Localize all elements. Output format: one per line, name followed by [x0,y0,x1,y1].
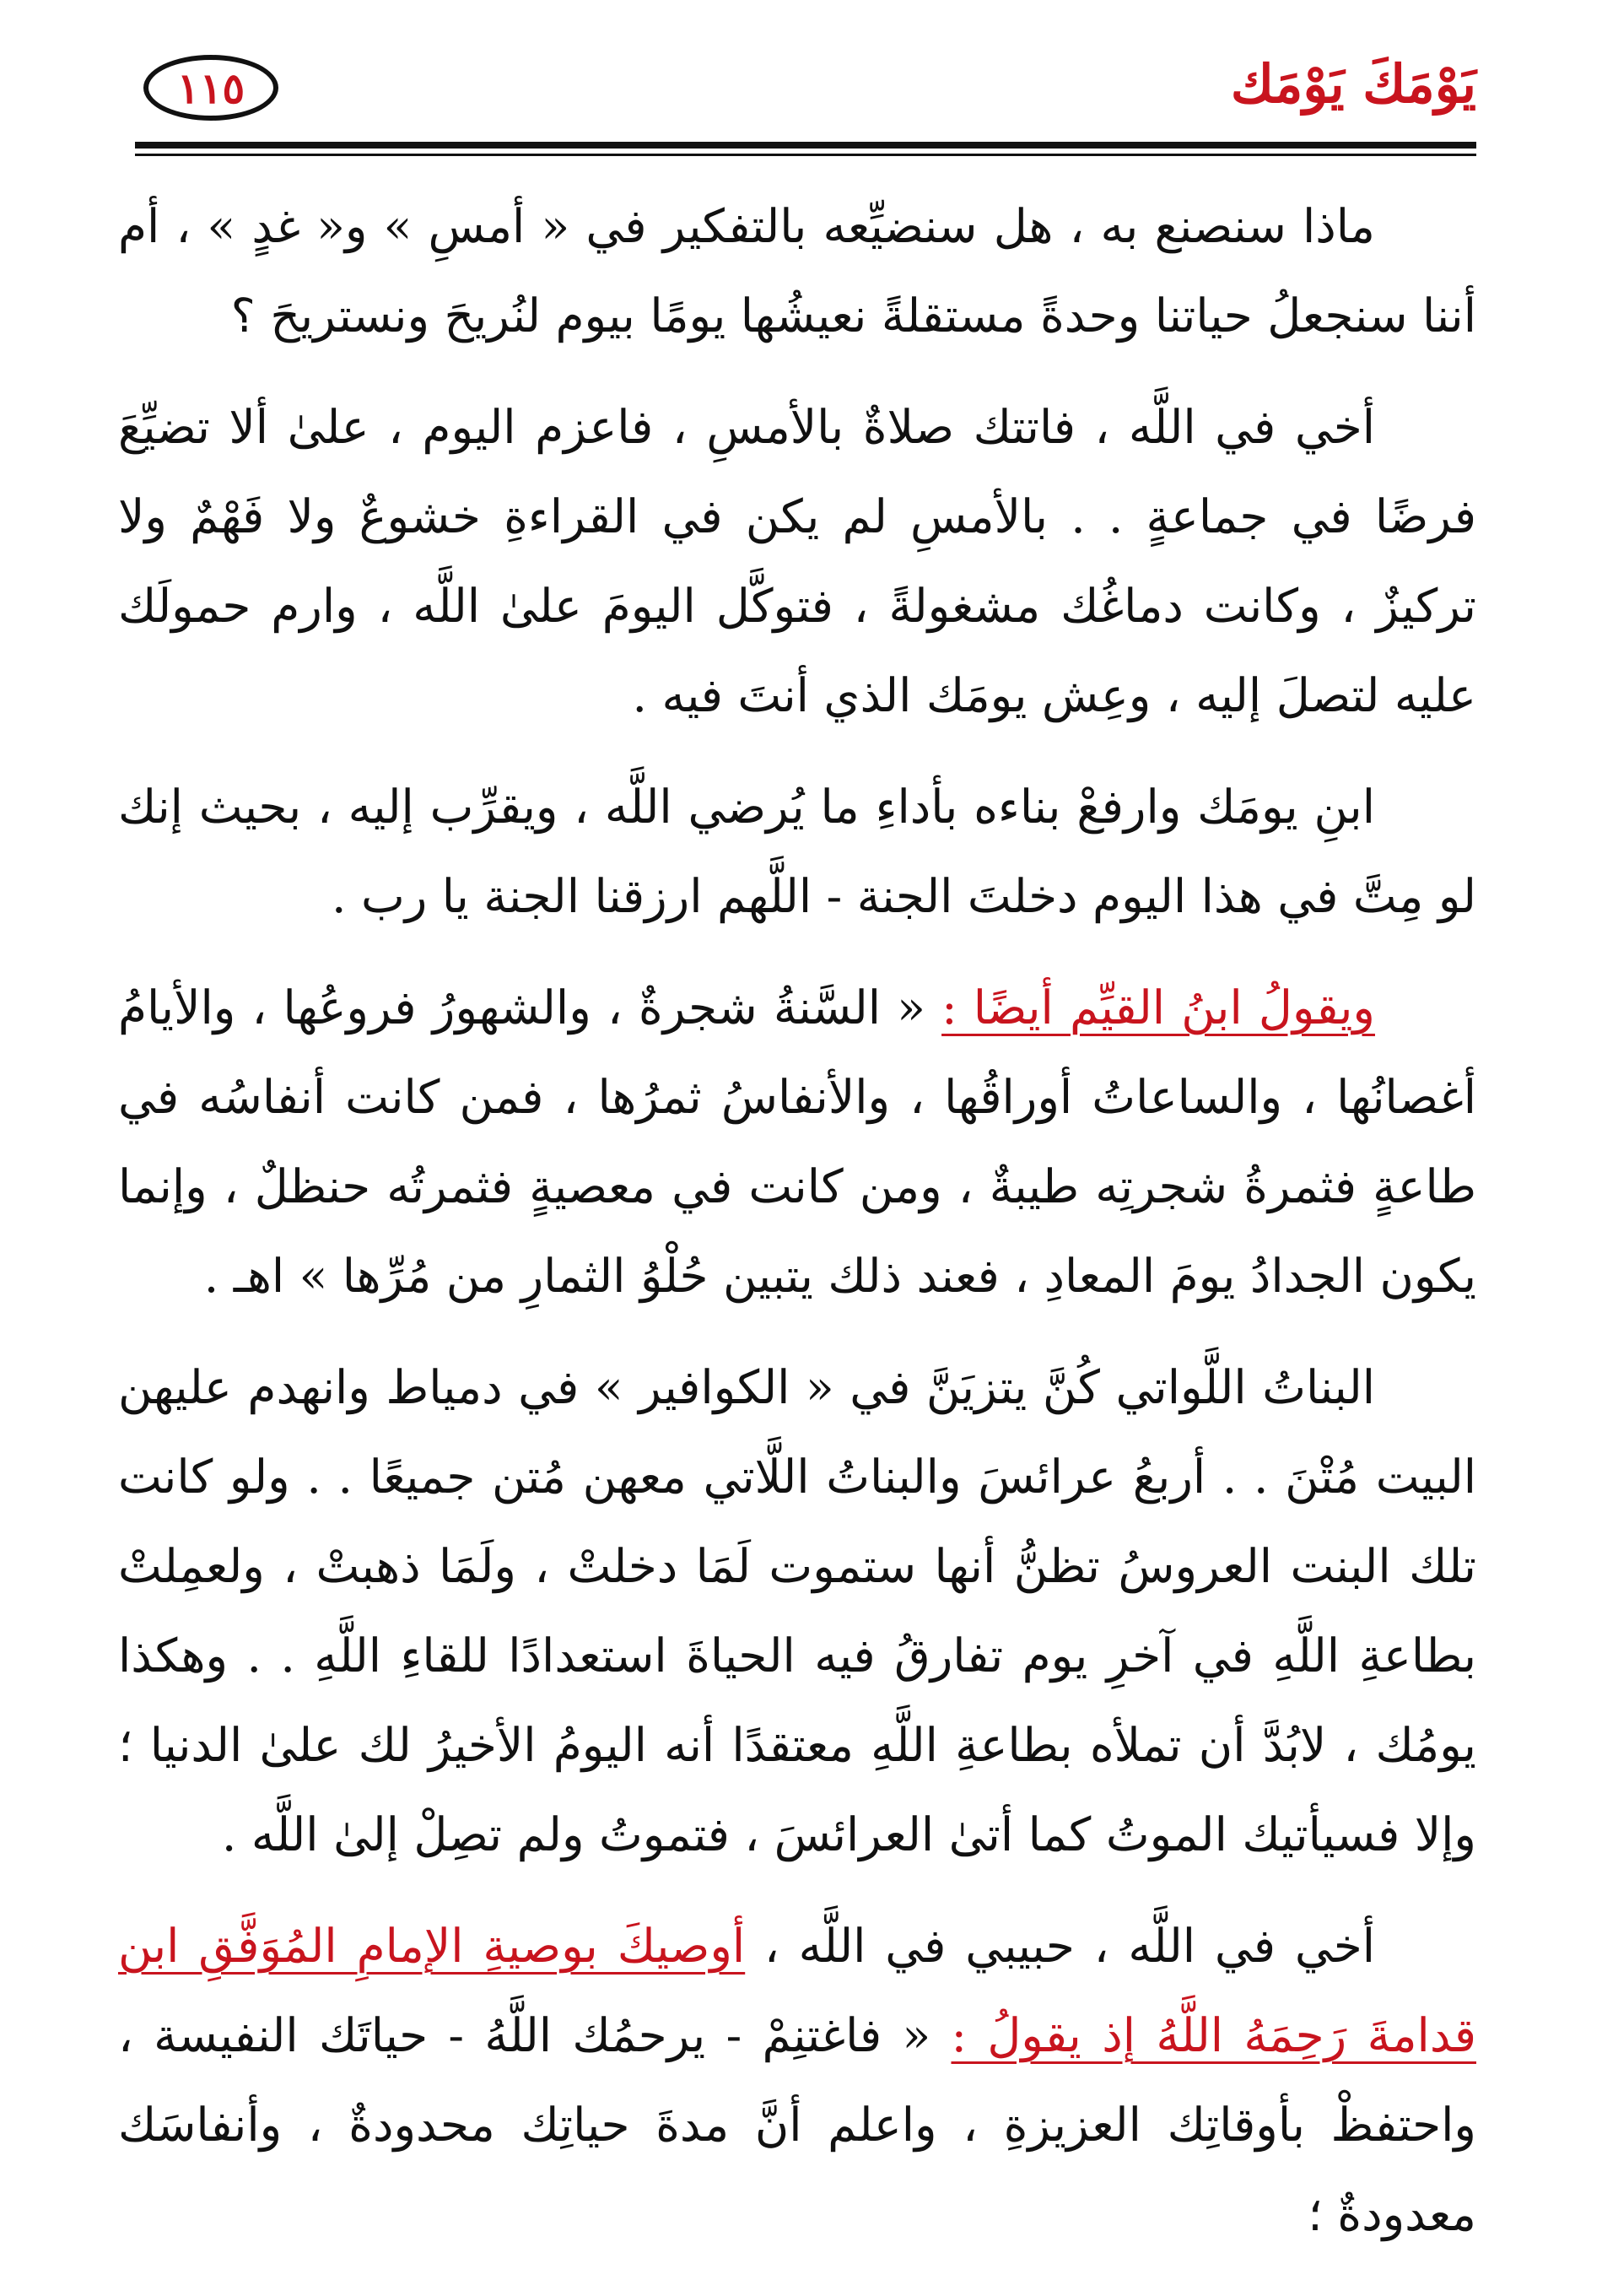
paragraph-2-text: أخي في اللَّه ، فاتتك صلاةٌ بالأمسِ ، فاعزم اليوم ، علىٰ ألا تضيِّعَ فرضًا في جماعةٍ . . بالأمسِ لم يكن في القراءةِ خشوعٌ ولا فَهْمٌ ولا تركيزٌ ، وكانت دماغُك مشغولةً ، فتوكَّل اليومَ علىٰ اللَّه ، وارم حمولَك عليه لتصلَ إليه ، وعِش يومَك الذي أنتَ فيه . [118,400,1476,722]
paragraph-4 [118,963,1476,1321]
paragraph-5 [118,1342,1476,1879]
page-number: ١١٥ [143,55,278,121]
ibn-qudama-quote: « فاغتنِمْ - يرحمُك اللَّهُ - حياتَك النفيسة ، واحتفظْ بأوقاتِك العزيزةِ ، واعلم أنَّ مدةَ حياتِك محدودةٌ ، وأنفاسَك معدودةٌ ؛ [118,2008,1476,2241]
paragraph-3-text: ابنِ يومَك وارفعْ بناءه بأداءِ ما يُرضي اللَّه ، ويقرِّب إليه ، بحيث إنك لو مِتَّ في هذا اليوم دخلتَ الجنة - اللَّهم ارزقنا الجنة يا رب . [118,780,1476,923]
running-title: يَوْمَكَ يَوْمَك [1230,53,1476,115]
header-rule-thin [135,154,1476,156]
paragraph-6-intro: أخي في اللَّه ، حبيبي في اللَّه ، [745,1919,1376,1973]
paragraph-3 [118,762,1476,941]
page-header [135,46,1476,148]
ibn-qayyim-heading: ويقولُ ابنُ القيِّم أيضًا : [941,981,1375,1035]
paragraph-5-text: البناتُ اللَّواتي كُنَّ يتزيَنَّ في « الكوافير » في دمياط وانهدم عليهن البيت مُتْنَ . . أربعُ عرائسَ والبناتُ اللَّاتي معهن مُتن جميعًا . . ولو كانت تلك البنت العروسُ تظنُّ أنها ستموت لَمَا دخلتْ ، ولَمَا ذهبتْ ، ولعمِلتْ بطاعةِ اللَّهِ في آخرِ يوم تفارقُ فيه الحياةَ استعدادًا للقاءِ اللَّهِ . . وهكذا يومُك ، لابُدَّ أن تملأه بطاعةِ اللَّهِ معتقدًا أنه اليومُ الأخيرُ لك علىٰ الدنيا ؛ وإلا فسيأتيك الموتُ كما أتىٰ العرائسَ ، فتموتُ ولم تصِلْ إلىٰ اللَّه . [118,1360,1476,1861]
ibn-qayyim-quote: « السَّنةُ شجرةٌ ، والشهورُ فروعُها ، والأيامُ أغصانُها ، والساعاتُ أوراقُها ، والأنفاسُ ثمرُها ، فمن كانت أنفاسُه في طاعةٍ فثمرةُ شجرتِه طيبةٌ ، ومن كانت في معصيةٍ فثمرتُه حنظلٌ ، وإنما يكون الجدادُ يومَ المعادِ ، فعند ذلك يتبين حُلْوُ الثمارِ من مُرِّها » اهـ . [118,981,1476,1303]
paragraph-1 [118,181,1476,360]
body-text [118,181,1476,2281]
paragraph-6 [118,1901,1476,2259]
paragraph-1-text: ماذا سنصنع به ، هل سنضيِّعه بالتفكير في « أمسِ » و« غدٍ » ، أم أننا سنجعلُ حياتنا وحدةً مستقلةً نعيشُها يومًا بيوم لنُريحَ ونستريحَ ؟ [118,199,1476,343]
paragraph-2 [118,382,1476,740]
ibn-qudama-heading: أوصيكَ بوصيةِ الإمامِ المُوَفَّقِ ابن قدامةَ رَحِمَهُ اللَّهُ إذ يقولُ : [118,1919,1476,2062]
header-rule-thick [135,142,1476,149]
